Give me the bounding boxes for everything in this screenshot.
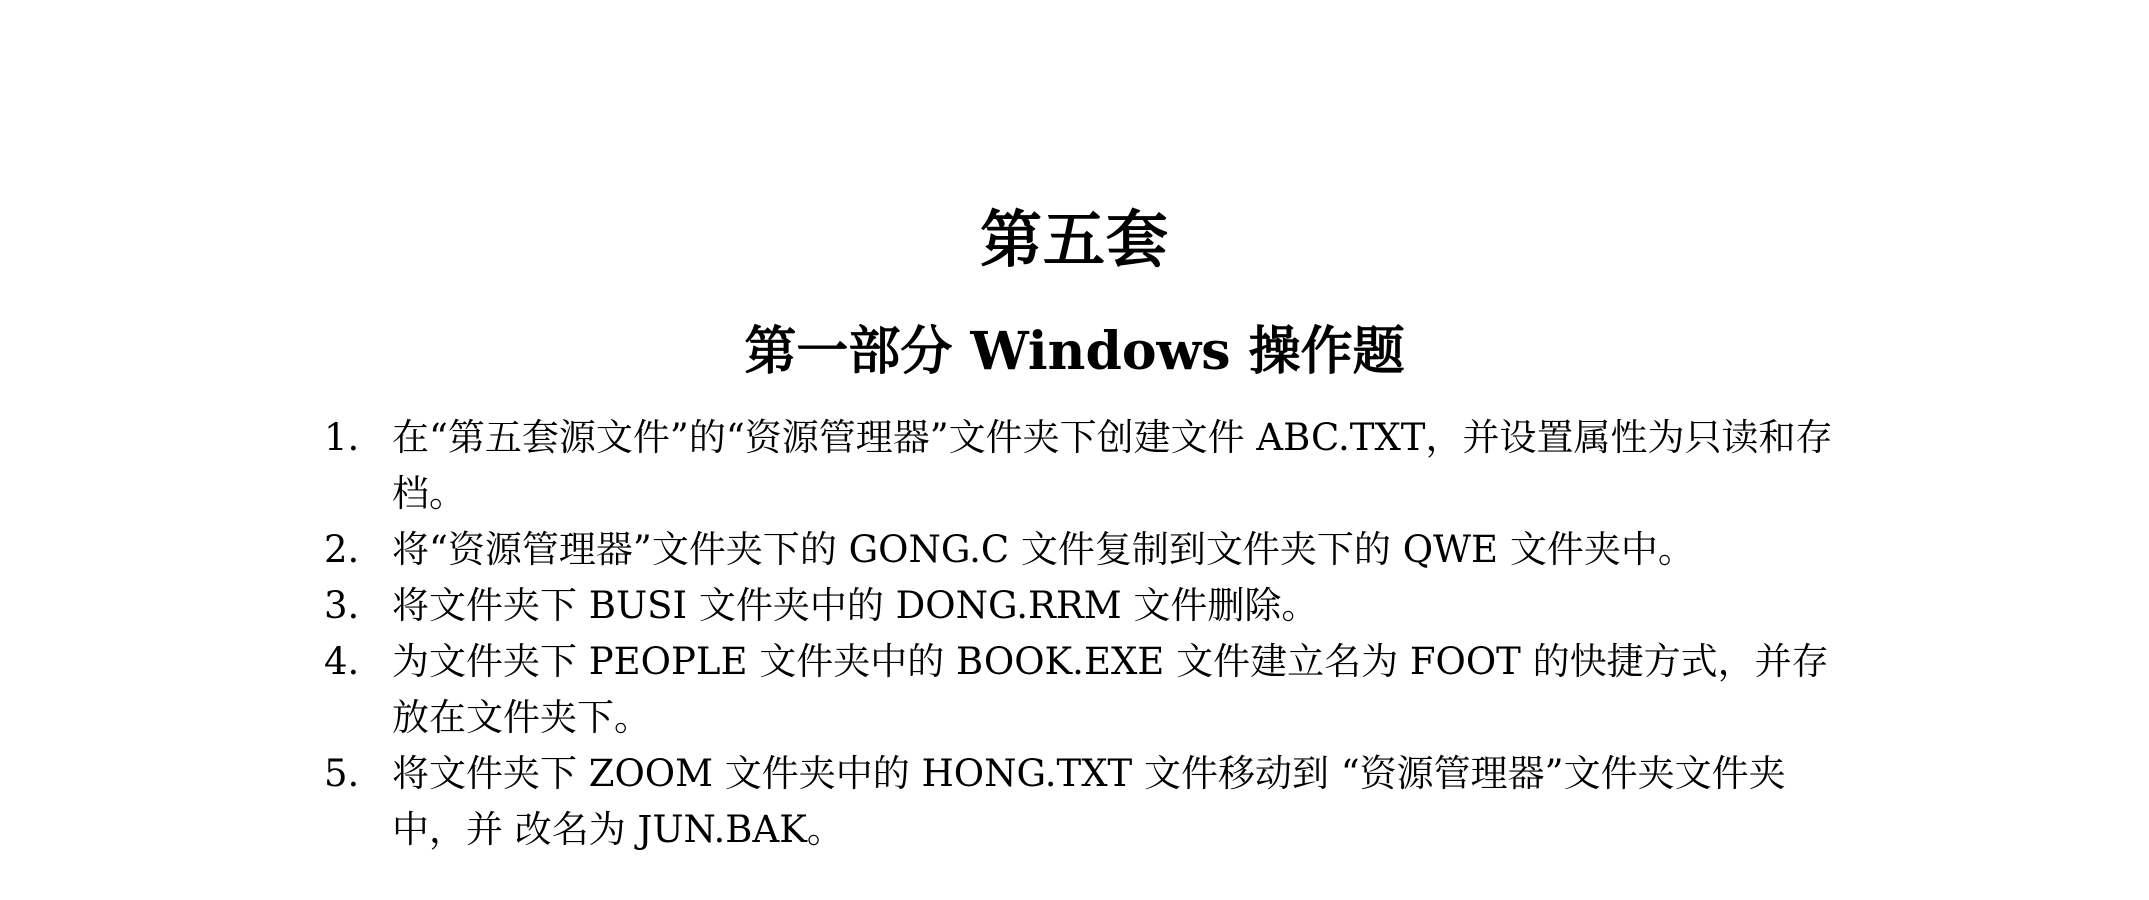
question-number: 3. xyxy=(324,584,360,627)
question-item xyxy=(324,634,1844,746)
question-item xyxy=(324,522,1844,578)
section-heading: 第一部分 Windows 操作题 xyxy=(744,321,1405,382)
question-list xyxy=(324,410,1844,858)
question-text: 将文件夹下 BUSI 文件夹中的 DONG.RRM 文件删除。 xyxy=(392,584,1319,627)
question-number: 5. xyxy=(324,752,360,795)
question-number: 1. xyxy=(324,416,360,459)
question-item xyxy=(324,410,1844,522)
question-item xyxy=(324,578,1844,634)
question-text: 将“资源管理器”文件夹下的 GONG.C 文件复制到文件夹下的 QWE 文件夹中。 xyxy=(392,528,1695,571)
question-text: 在“第五套源文件”的“资源管理器”文件夹下创建文件 ABC.TXT，并设置属性为只读和存档。 xyxy=(392,416,1833,515)
question-text: 为文件夹下 PEOPLE 文件夹中的 BOOK.EXE 文件建立名为 FOOT 的快捷方式，并存放在文件夹下。 xyxy=(392,640,1829,739)
question-number: 4. xyxy=(324,640,360,683)
question-item xyxy=(324,746,1844,858)
document-title: 第五套 xyxy=(979,203,1169,276)
question-number: 2. xyxy=(324,528,360,571)
question-text: 将文件夹下 ZOOM 文件夹中的 HONG.TXT 文件移动到 “资源管理器”文件夹文件夹中，并 改名为 JUN.BAK。 xyxy=(392,752,1786,851)
